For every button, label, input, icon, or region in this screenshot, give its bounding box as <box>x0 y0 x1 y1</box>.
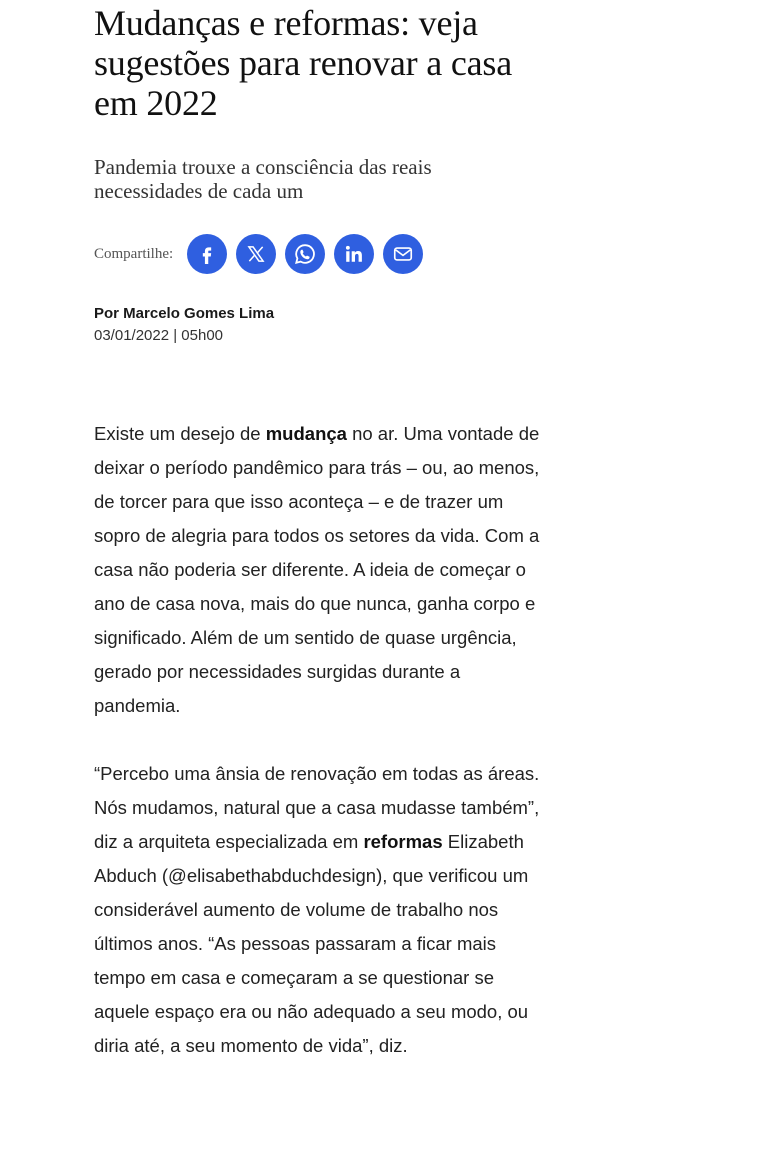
article <box>94 0 544 1097</box>
paragraph-text: “Percebo uma ânsia de renovação em todas as áreas. Nós mudamos, natural que a casa mudasse também”, diz a arquiteta especializada em <box>94 763 540 852</box>
share-email-button[interactable] <box>383 234 423 274</box>
author-name: Por Marcelo Gomes Lima <box>94 305 275 322</box>
article-subtitle: Pandemia trouxe a consciência das reais necessidades de cada um <box>94 155 432 203</box>
linkedin-icon <box>343 243 365 265</box>
facebook-icon <box>197 244 217 264</box>
whatsapp-icon <box>293 242 317 266</box>
share-x-button[interactable] <box>236 234 276 274</box>
share-bar <box>94 234 544 274</box>
byline <box>94 304 544 348</box>
share-facebook-button[interactable] <box>187 234 227 274</box>
paragraph-text: Existe um desejo de <box>94 423 266 444</box>
paragraph-text: Elizabeth Abduch (@elisabethabduchdesign), que verificou um considerável aumento de volume de trabalho nos últimos anos. “As pessoas passaram a ficar mais tempo em casa e começaram a se questionar se aquele espaço era ou não adequado a seu modo, ou diria até, a seu momento de vida”, diz. <box>94 831 529 1056</box>
publish-date: 03/01/2022 | 05h00 <box>94 327 224 344</box>
email-icon <box>392 243 414 265</box>
share-label: Compartilhe: <box>94 245 174 262</box>
share-whatsapp-button[interactable] <box>285 234 325 274</box>
keyword-link-reformas[interactable]: reformas <box>363 831 443 852</box>
article-title: Mudanças e reformas: veja sugestões para renovar a casa em 2022 <box>94 3 512 123</box>
paragraph-text: no ar. Uma vontade de deixar o período pandêmico para trás – ou, ao menos, de torcer para que isso aconteça – e de trazer um sopro de alegria para todos os setores da vida. Com a casa não poderia ser diferente. A ideia de começar o ano de casa nova, mais do que nunca, ganha corpo e significado. Além de um sentido de quase urgência, gerado por necessidades surgidas durante a pandemia. <box>94 423 540 716</box>
keyword-link-mudanca[interactable]: mudança <box>265 423 347 444</box>
x-icon <box>246 244 266 264</box>
article-body <box>94 417 544 1063</box>
share-linkedin-button[interactable] <box>334 234 374 274</box>
paragraph <box>94 417 544 723</box>
paragraph <box>94 757 544 1063</box>
